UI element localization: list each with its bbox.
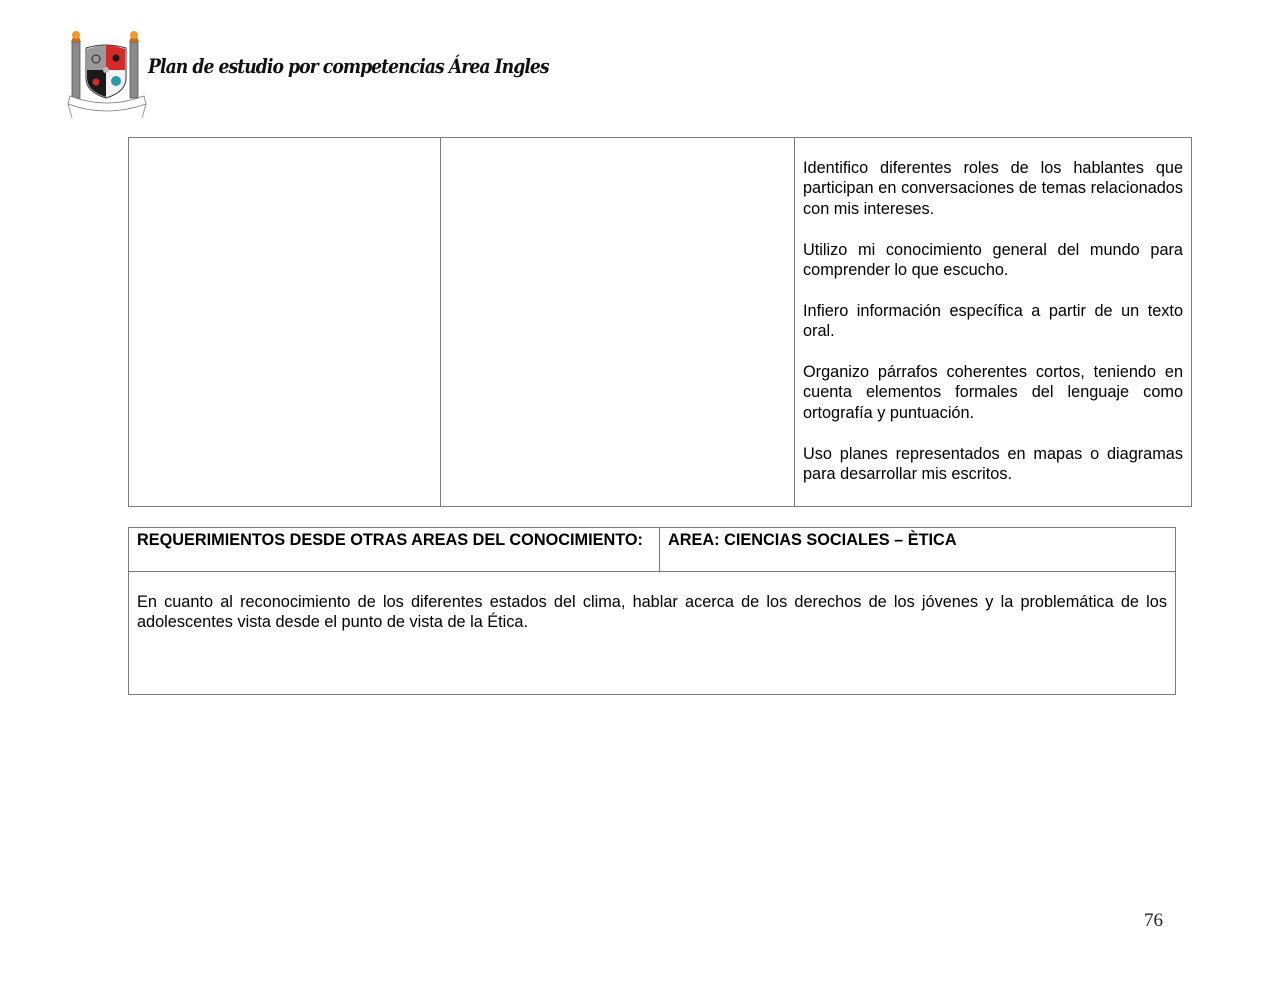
requirements-table	[128, 527, 1176, 695]
requirements-header: REQUERIMIENTOS DESDE OTRAS AREAS DEL CONOCIMIENTO:	[129, 528, 660, 572]
table-row	[129, 572, 1176, 695]
requirements-body: En cuanto al reconocimiento de los diferentes estados del clima, hablar acerca de los derechos de los jóvenes y la problemática de los adolescentes vista desde el punto de vista de la Ética.	[129, 572, 1176, 695]
competency-item: Organizo párrafos coherentes cortos, teniendo en cuenta elementos formales del lenguaje como ortografía y puntuación.	[803, 363, 1183, 422]
page-number: 76	[1144, 910, 1163, 931]
competencies-table	[128, 137, 1192, 507]
school-crest-icon	[66, 30, 152, 120]
competencies-cell	[795, 138, 1192, 507]
area-header: AREA: CIENCIAS SOCIALES – ÈTICA	[660, 528, 1176, 572]
table-row	[129, 138, 1192, 507]
empty-cell-1	[129, 138, 441, 507]
competency-item: Uso planes representados en mapas o diagramas para desarrollar mis escritos.	[803, 444, 1183, 484]
competency-item: Utilizo mi conocimiento general del mundo para comprender lo que escucho.	[803, 240, 1183, 280]
document-header	[66, 30, 549, 122]
empty-cell-2	[441, 138, 795, 507]
document-title: Plan de estudio por competencias Área Ingles	[148, 54, 549, 78]
table-header-row	[129, 528, 1176, 572]
competency-item: Identifico diferentes roles de los hablantes que participan en conversaciones de temas relacionados con mis intereses.	[803, 159, 1183, 218]
competency-item: Infiero información específica a partir de un texto oral.	[803, 301, 1183, 341]
